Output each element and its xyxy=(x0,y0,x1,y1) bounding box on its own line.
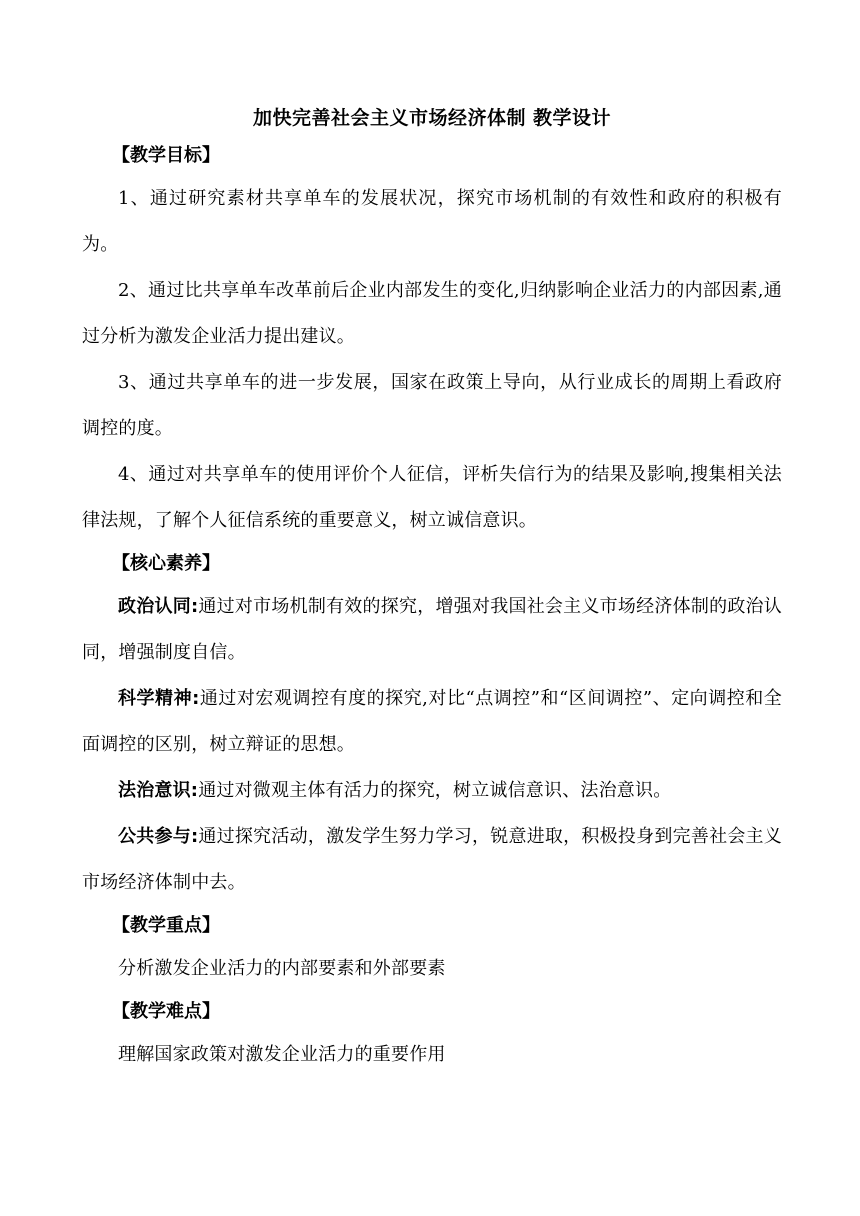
literacy-label: 政治认同: xyxy=(118,596,199,617)
document-body xyxy=(82,100,782,1078)
literacy-label: 法治意识: xyxy=(118,780,199,801)
literacy-text: 通过对宏观调控有度的探究,对比“点调控”和“区间调控”、定向调控和全面调控的区别，树立辩证的思想。 xyxy=(82,688,782,755)
difficult-points-text: 理解国家政策对激发企业活力的重要作用 xyxy=(118,1044,446,1065)
objective-item-2: 2、通过比共享单车改革前后企业内部发生的变化,归纳影响企业活力的内部因素,通过分析为激发企业活力提出建议。 xyxy=(82,280,782,347)
objective-item-3: 3、通过共享单车的进一步发展，国家在政策上导向，从行业成长的周期上看政府调控的度。 xyxy=(82,372,782,439)
literacy-text: 通过对微观主体有活力的探究，树立诚信意识、法治意识。 xyxy=(198,780,672,801)
literacy-text: 通过探究活动，激发学生努力学习，锐意进取，积极投身到完善社会主义市场经济体制中去。 xyxy=(82,826,782,893)
objective-item-1: 1、通过研究素材共享单车的发展状况，探究市场机制的有效性和政府的积极有为。 xyxy=(82,188,782,255)
literacy-item-participation xyxy=(82,814,782,906)
objective-item-4: 4、通过对共享单车的使用评价个人征信，评析失信行为的结果及影响,搜集相关法律法规，了解个人征信系统的重要意义，树立诚信意识。 xyxy=(82,464,782,531)
difficult-points-heading: 【教学难点】 xyxy=(112,1001,220,1022)
key-points-text: 分析激发企业活力的内部要素和外部要素 xyxy=(118,958,446,979)
literacy-item-science xyxy=(82,676,782,768)
literacy-item-political xyxy=(82,584,782,676)
literacy-label: 公共参与: xyxy=(118,826,199,847)
key-points-heading: 【教学重点】 xyxy=(112,915,220,936)
literacy-text: 通过对市场机制有效的探究，增强对我国社会主义市场经济体制的政治认同，增强制度自信。 xyxy=(82,596,782,663)
document-title: 加快完善社会主义市场经济体制 教学设计 xyxy=(252,107,612,129)
literacy-item-law xyxy=(82,768,782,814)
core-literacy-heading: 【核心素养】 xyxy=(112,553,220,574)
literacy-label: 科学精神: xyxy=(118,688,200,709)
objectives-heading: 【教学目标】 xyxy=(112,145,220,166)
